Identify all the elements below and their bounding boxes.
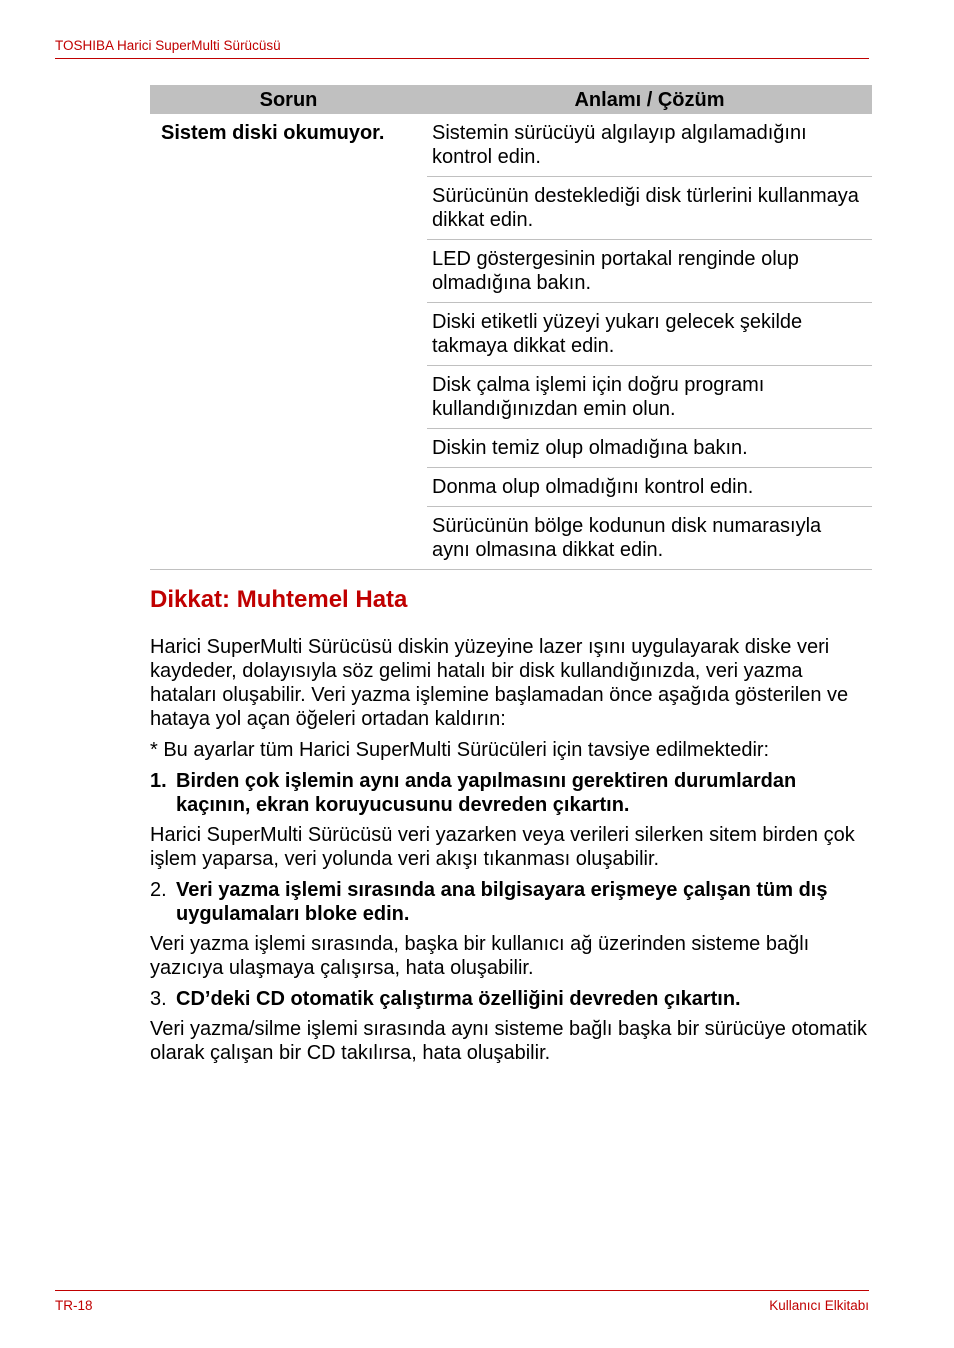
list-item-description: Harici SuperMulti Sürücüsü veri yazarken veya verileri silerken sitem birden çok işlem yaparsa, veri yolunda veri akışı tıkanması oluşabilir. (150, 824, 855, 870)
list-item (150, 987, 870, 1011)
list-item (150, 878, 870, 926)
solution-cell: Sistemin sürücüyü algılayıp algılamadığını kontrol edin. (427, 114, 872, 177)
troubleshooting-table (150, 85, 872, 570)
problem-cell: Sistem diski okumuyor. (150, 114, 427, 570)
list-item-number: 1. (150, 770, 167, 792)
manual-name: Kullanıcı Elkitabı (769, 1298, 869, 1313)
caution-section (150, 585, 870, 1072)
note-paragraph: * Bu ayarlar tüm Harici SuperMulti Sürücüleri için tavsiye edilmektedir: (150, 739, 770, 761)
header-divider (55, 58, 869, 59)
footer-divider (55, 1290, 869, 1291)
table-row (150, 114, 872, 177)
column-header-problem: Sorun (150, 85, 427, 114)
solution-cell: Diski etiketli yüzeyi yukarı gelecek şekilde takmaya dikkat edin. (427, 303, 872, 366)
table-header-row (150, 85, 872, 114)
list-item-number: 3. (150, 988, 167, 1010)
list-item-title: Birden çok işlemin aynı anda yapılmasını gerektiren durumlardan kaçının, ekran koruyucusunu devreden çıkartın. (176, 770, 797, 816)
list-item-number: 2. (150, 879, 167, 901)
intro-paragraph: Harici SuperMulti Sürücüsü diskin yüzeyine lazer ışını uygulayarak diske veri kaydeder, dolayısıyla söz gelimi hatalı bir disk kullandığınızda, veri yazma hataları oluşabilir. Veri yazma işlemine başlamadan önce aşağıda gösterilen ve hataya yol açan öğeleri ortadan kaldırın: (150, 636, 849, 730)
list-item-title: Veri yazma işlemi sırasında ana bilgisayara erişmeye çalışan tüm dış uygulamaları bloke edin. (176, 879, 828, 925)
section-heading: Dikkat: Muhtemel Hata (150, 586, 408, 613)
solution-cell: LED göstergesinin portakal renginde olup olmadığına bakın. (427, 240, 872, 303)
list-item-description: Veri yazma işlemi sırasında, başka bir kullanıcı ağ üzerinden sisteme bağlı yazıcıya ulaşmaya çalışırsa, hata oluşabilir. (150, 933, 810, 979)
list-item (150, 769, 870, 817)
column-header-solution: Anlamı / Çözüm (427, 85, 872, 114)
solution-cell: Diskin temiz olup olmadığına bakın. (427, 429, 872, 468)
solution-cell: Donma olup olmadığını kontrol edin. (427, 468, 872, 507)
solution-cell: Disk çalma işlemi için doğru programı kullandığınızdan emin olun. (427, 366, 872, 429)
list-item-description: Veri yazma/silme işlemi sırasında aynı sisteme bağlı başka bir sürücüye otomatik olarak çalışan bir CD takılırsa, hata oluşabilir. (150, 1018, 867, 1064)
running-header: TOSHIBA Harici SuperMulti Sürücüsü (55, 38, 281, 53)
page-number: TR-18 (55, 1298, 93, 1313)
list-item-title: CD’deki CD otomatik çalıştırma özelliğini devreden çıkartın. (176, 988, 741, 1010)
solution-cell: Sürücünün desteklediği disk türlerini kullanmaya dikkat edin. (427, 177, 872, 240)
solution-cell: Sürücünün bölge kodunun disk numarasıyla aynı olmasına dikkat edin. (427, 507, 872, 570)
